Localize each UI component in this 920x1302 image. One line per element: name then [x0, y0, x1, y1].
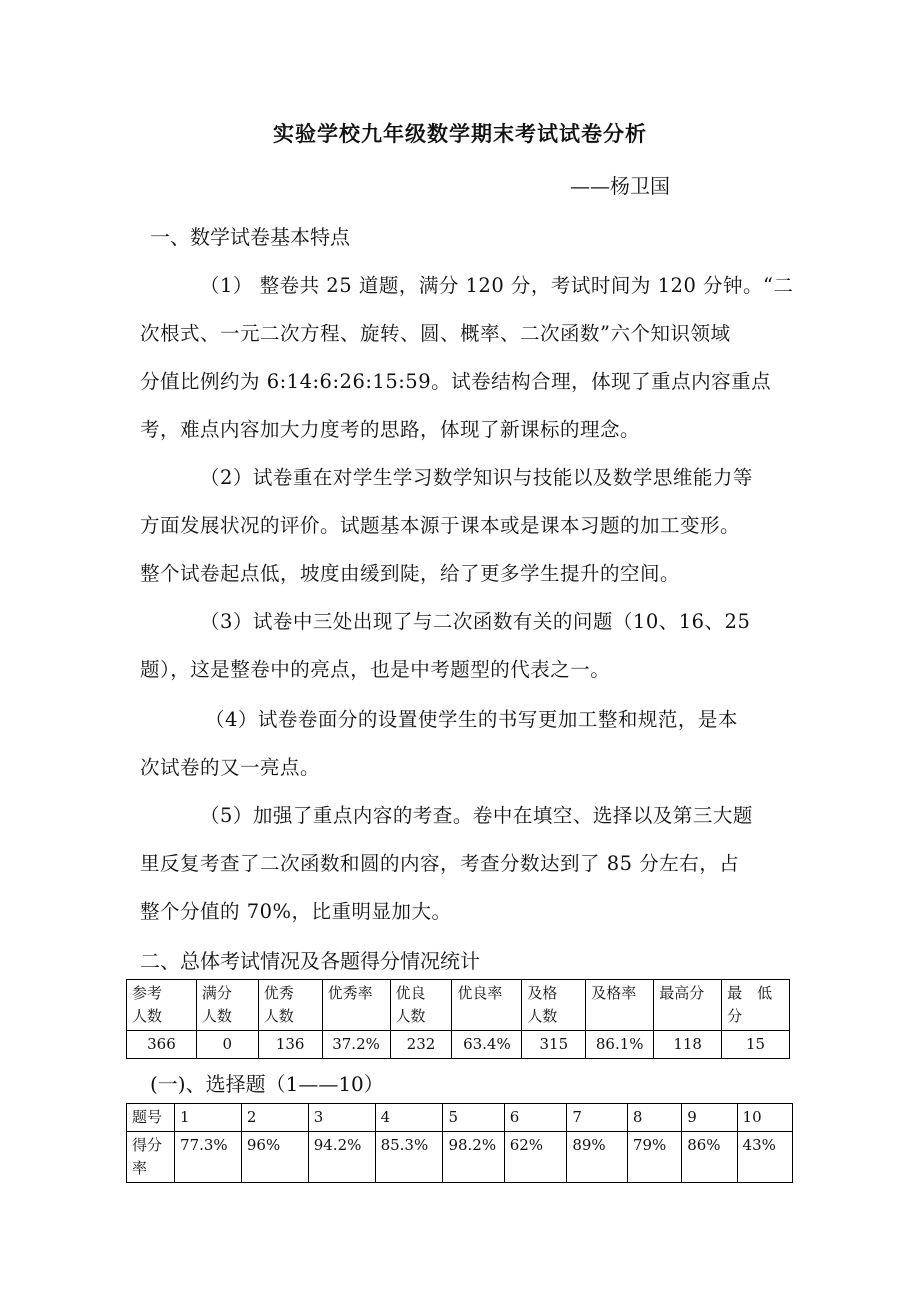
score-rate: 62% [504, 1132, 567, 1183]
author-line: ——杨卫国 [570, 174, 670, 198]
value-cell: 366 [127, 1031, 197, 1059]
header-cell: 优秀率 [322, 980, 390, 1031]
choice-questions-heading: (一)、选择题（1——10） [150, 1072, 384, 1096]
score-rate: 94.2% [308, 1132, 375, 1183]
value-cell: 232 [390, 1031, 452, 1059]
paragraph-4-line-1: （4）试卷卷面分的设置使学生的书写更加工整和规范，是本 [205, 708, 738, 731]
section-2-heading: 二、总体考试情况及各题得分情况统计 [140, 949, 480, 973]
header-cell: 满分 人数 [196, 980, 258, 1031]
score-rate-row [127, 1132, 793, 1183]
question-number: 7 [567, 1104, 628, 1132]
question-number: 6 [504, 1104, 567, 1132]
paragraph-3-line-1: （3）试卷中三处出现了与二次函数有关的问题（10、16、25 [200, 610, 751, 633]
stats-value-row [127, 1031, 790, 1059]
paragraph-1-line-2: 次根式、一元二次方程、旋转、圆、概率、二次函数”六个知识领域 [140, 322, 731, 345]
paragraph-1-line-1: （1） 整卷共 25 道题，满分 120 分，考试时间为 120 分钟。“二 [200, 274, 794, 297]
question-number-row [127, 1104, 793, 1132]
question-number: 5 [443, 1104, 504, 1132]
score-rate: 86% [682, 1132, 737, 1183]
header-cell: 优良 人数 [390, 980, 452, 1031]
stats-header-row [127, 980, 790, 1031]
overall-stats-table [126, 979, 790, 1059]
header-cell: 优良率 [452, 980, 522, 1031]
score-rate: 98.2% [443, 1132, 504, 1183]
value-cell: 118 [654, 1031, 722, 1059]
score-rate: 43% [737, 1132, 792, 1183]
paragraph-5-line-1: （5）加强了重点内容的考查。卷中在填空、选择以及第三大题 [200, 804, 753, 827]
score-rate: 96% [241, 1132, 308, 1183]
question-number: 1 [175, 1104, 242, 1132]
value-cell: 315 [522, 1031, 586, 1059]
row-label: 题号 [127, 1104, 175, 1132]
paragraph-2-line-2: 方面发展状况的评价。试题基本源于课本或是课本习题的加工变形。 [140, 514, 741, 537]
score-rate: 77.3% [175, 1132, 242, 1183]
section-1-heading: 一、数学试卷基本特点 [150, 225, 350, 249]
value-cell: 15 [722, 1031, 790, 1059]
score-rate: 85.3% [375, 1132, 443, 1183]
question-number: 10 [737, 1104, 792, 1132]
header-cell: 最 低 分 [722, 980, 790, 1031]
paragraph-1-line-3: 分值比例约为 6:14:6:26:15:59。试卷结构合理，体现了重点内容重点 [140, 370, 772, 393]
paragraph-5-line-3: 整个分值的 70%，比重明显加大。 [140, 900, 452, 923]
header-cell: 参考 人数 [127, 980, 197, 1031]
row-label: 得分 率 [127, 1132, 175, 1183]
question-number: 4 [375, 1104, 443, 1132]
header-cell: 最高分 [654, 980, 722, 1031]
score-rate: 89% [567, 1132, 628, 1183]
paragraph-1-line-4: 考，难点内容加大力度考的思路，体现了新课标的理念。 [140, 418, 641, 441]
value-cell: 63.4% [452, 1031, 522, 1059]
value-cell: 136 [258, 1031, 322, 1059]
header-cell: 优秀 人数 [258, 980, 322, 1031]
paragraph-2-line-3: 整个试卷起点低，坡度由缓到陡，给了更多学生提升的空间。 [140, 562, 681, 585]
paragraph-3-line-2: 题），这是整卷中的亮点，也是中考题型的代表之一。 [140, 658, 611, 681]
question-number: 2 [241, 1104, 308, 1132]
question-number: 9 [682, 1104, 737, 1132]
header-cell: 及格 人数 [522, 980, 586, 1031]
value-cell: 86.1% [586, 1031, 654, 1059]
paragraph-4-line-2: 次试卷的又一亮点。 [140, 756, 321, 779]
value-cell: 37.2% [322, 1031, 390, 1059]
value-cell: 0 [196, 1031, 258, 1059]
header-cell: 及格率 [586, 980, 654, 1031]
document-title: 实验学校九年级数学期末考试试卷分析 [273, 121, 647, 146]
paragraph-5-line-2: 里反复考查了二次函数和圆的内容，考查分数达到了 85 分左右，占 [140, 852, 740, 875]
score-rate: 79% [627, 1132, 681, 1183]
paragraph-2-line-1: （2）试卷重在对学生学习数学知识与技能以及数学思维能力等 [200, 466, 753, 489]
choice-rate-table [126, 1103, 793, 1183]
question-number: 3 [308, 1104, 375, 1132]
question-number: 8 [627, 1104, 681, 1132]
